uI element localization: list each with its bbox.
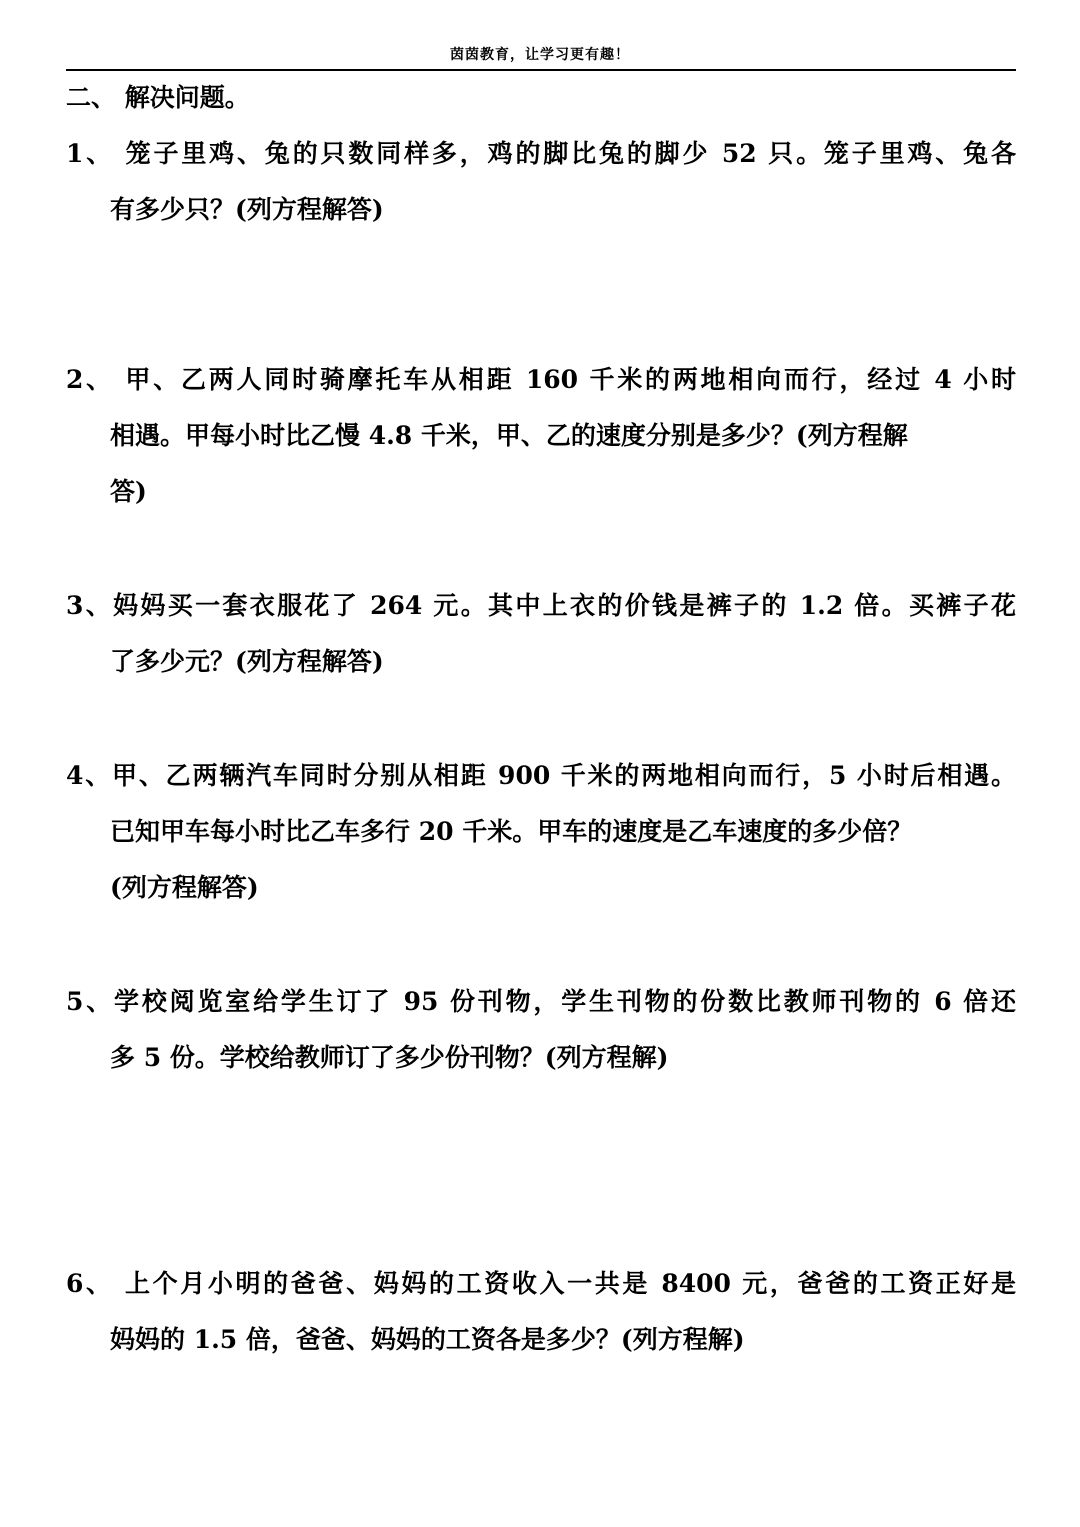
question-1-line-2: 有多少只？(列方程解答) — [110, 195, 384, 224]
question-5 — [66, 974, 1016, 1086]
question-2-line-1: 2、 甲、乙两人同时骑摩托车从相距 160 千米的两地相向而行，经过 4 小时 — [66, 365, 1016, 394]
question-2-line-2: 相遇。甲每小时比乙慢 4.8 千米，甲、乙的速度分别是多少？(列方程解 — [110, 421, 908, 450]
question-4-line-1: 4、甲、乙两辆汽车同时分别从相距 900 千米的两地相向而行，5 小时后相遇。 — [66, 761, 1016, 790]
page-header: 茵茵教育，让学习更有趣！ — [450, 47, 630, 63]
question-3 — [66, 578, 1016, 690]
header-divider — [66, 69, 1016, 71]
question-2 — [66, 352, 1016, 520]
question-4 — [66, 748, 1016, 916]
question-3-line-2: 了多少元？(列方程解答) — [110, 647, 384, 676]
question-4-line-2: 已知甲车每小时比乙车多行 20 千米。甲车的速度是乙车速度的多少倍？ — [110, 817, 913, 846]
question-5-line-2: 多 5 份。学校给教师订了多少份刊物？(列方程解) — [110, 1043, 669, 1072]
question-4-line-3: (列方程解答) — [110, 873, 259, 902]
question-5-line-1: 5、学校阅览室给学生订了 95 份刊物，学生刊物的份数比教师刊物的 6 倍还 — [66, 987, 1016, 1016]
question-6-line-2: 妈妈的 1.5 倍，爸爸、妈妈的工资各是多少？(列方程解) — [110, 1325, 745, 1354]
question-3-line-1: 3、妈妈买一套衣服花了 264 元。其中上衣的价钱是裤子的 1.2 倍。买裤子花 — [66, 591, 1016, 620]
question-6 — [66, 1256, 1016, 1368]
question-1 — [66, 126, 1016, 238]
section-title: 二、 解决问题。 — [66, 83, 250, 112]
question-1-line-1: 1、 笼子里鸡、兔的只数同样多，鸡的脚比兔的脚少 52 只。笼子里鸡、兔各 — [66, 139, 1016, 168]
question-2-line-3: 答) — [110, 477, 147, 506]
question-6-line-1: 6、 上个月小明的爸爸、妈妈的工资收入一共是 8400 元，爸爸的工资正好是 — [66, 1269, 1016, 1298]
